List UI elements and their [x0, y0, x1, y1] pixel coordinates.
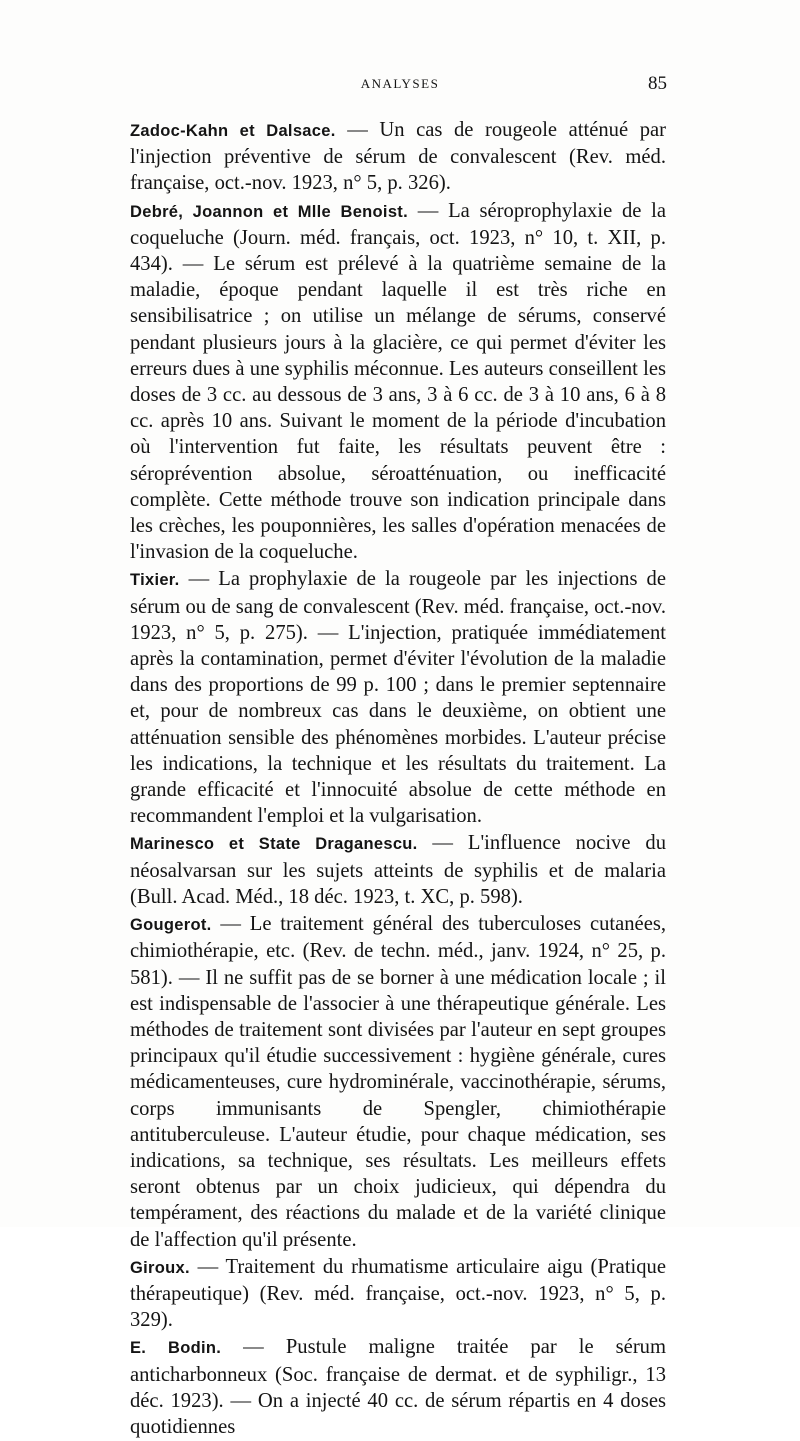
page-number: 85: [648, 73, 667, 94]
abstract-entry: [130, 830, 666, 910]
entry-text: — La prophylaxie de la rougeole par les injections de sérum ou de sang de convalescent (Rev. méd. française, oct.-nov. 1923, n° 5, p. 275). — L'injection, pratiquée immédiatement après la contamination, permet d'éviter l'évolution de la maladie dans des proportions de 99 p. 100 ; dans le premier septennaire et, pour de nombreux cas dans le deuxième, on obtient une atténuation sensible des phénomènes morbides. L'auteur précise les indications, la technique et les résultats du traitement. La grande efficacité et l'innocuité absolue de cette méthode en recommandent l'emploi et la vulgarisation.: [130, 568, 666, 828]
entry-text: — Traitement du rhumatisme articulaire aigu (Pratique thérapeutique) (Rev. méd. française, oct.-nov. 1923, n° 5, p. 329).: [130, 1255, 666, 1332]
abstract-entry: [130, 911, 666, 1253]
entry-author: Marinesco et State Draganescu.: [130, 835, 418, 854]
entry-author: Debré, Joannon et Mlle Benoist.: [130, 202, 408, 221]
abstract-entry: [130, 198, 666, 566]
abstract-entry: [130, 1254, 666, 1334]
abstract-entry: [130, 1334, 666, 1440]
page-header: [0, 73, 800, 100]
entry-author: E. Bodin.: [130, 1339, 222, 1358]
entry-author: Gougerot.: [130, 916, 212, 935]
entry-author: Zadoc-Kahn et Dalsace.: [130, 122, 336, 140]
entry-author: Giroux.: [130, 1258, 190, 1277]
entry-text: — Le traitement général des tuberculoses cutanées, chimiothérapie, etc. (Rev. de techn. méd., janv. 1924, n° 25, p. 581). — Il ne suffit pas de se borner à une médication locale ; il est indispensable de l'associer à une thérapeutique générale. Les méthodes de traitement sont divisées par l'auteur en sept groupes principaux qu'il étudie successivement : hygiène générale, cures médicamenteuses, cure hydrominérale, vaccinothérapie, sérums, corps immunisants de Spengler, chimiothérapie antituberculeuse. L'auteur étudie, pour chaque médication, ses indications, sa technique, ses résultats. Les meilleurs effets seront obtenus par un choix judicieux, qui dépendra du tempérament, des réactions du malade et de la variété clinique de l'affection qu'il présente.: [130, 913, 666, 1251]
abstracts-body: [130, 117, 666, 1441]
entry-text: — La séroprophylaxie de la coqueluche (Journ. méd. français, oct. 1923, n° 10, t. XII, p. 434). — Le sérum est prélevé à la quatrième semaine de la maladie, époque pendant laquelle il est très riche en sensibilisatrice ; on utilise un mélange de sérums, conservé pendant plusieurs jours à la glacière, ce qui permet d'éviter les erreurs dues à une syphilis méconnue. Les auteurs conseillent les doses de 3 cc. au dessous de 3 ans, 3 à 6 cc. de 3 à 10 ans, 6 à 8 cc. après 10 ans. Suivant le moment de la période d'incubation où l'intervention fut faite, les résultats peuvent être : séroprévention absolue, séroatténuation, ou inefficacité complète. Cette méthode trouve son indication principale dans les crèches, les pouponnières, les salles d'opération menacées de l'invasion de la coqueluche.: [130, 199, 666, 564]
entry-text: — Un cas de rougeole atténué par l'injection préventive de sérum de convalescent (Rev. méd. française, oct.-nov. 1923, n° 5, p. 326).: [130, 119, 666, 195]
abstract-entry: [130, 117, 666, 197]
running-head: ANALYSES: [360, 76, 440, 91]
entry-text: — L'influence nocive du néosalvarsan sur les sujets atteints de syphilis et de malaria (Bull. Acad. Méd., 18 déc. 1923, t. XC, p. 598).: [130, 832, 666, 908]
entry-author: Tixier.: [130, 571, 180, 590]
entry-text: — Pustule maligne traitée par le sérum anticharbonneux (Soc. française de dermat. et de syphiligr., 13 déc. 1923). — On a injecté 40 cc. de sérum répartis en 4 doses quotidiennes: [130, 1336, 666, 1438]
abstract-entry: [130, 566, 666, 829]
